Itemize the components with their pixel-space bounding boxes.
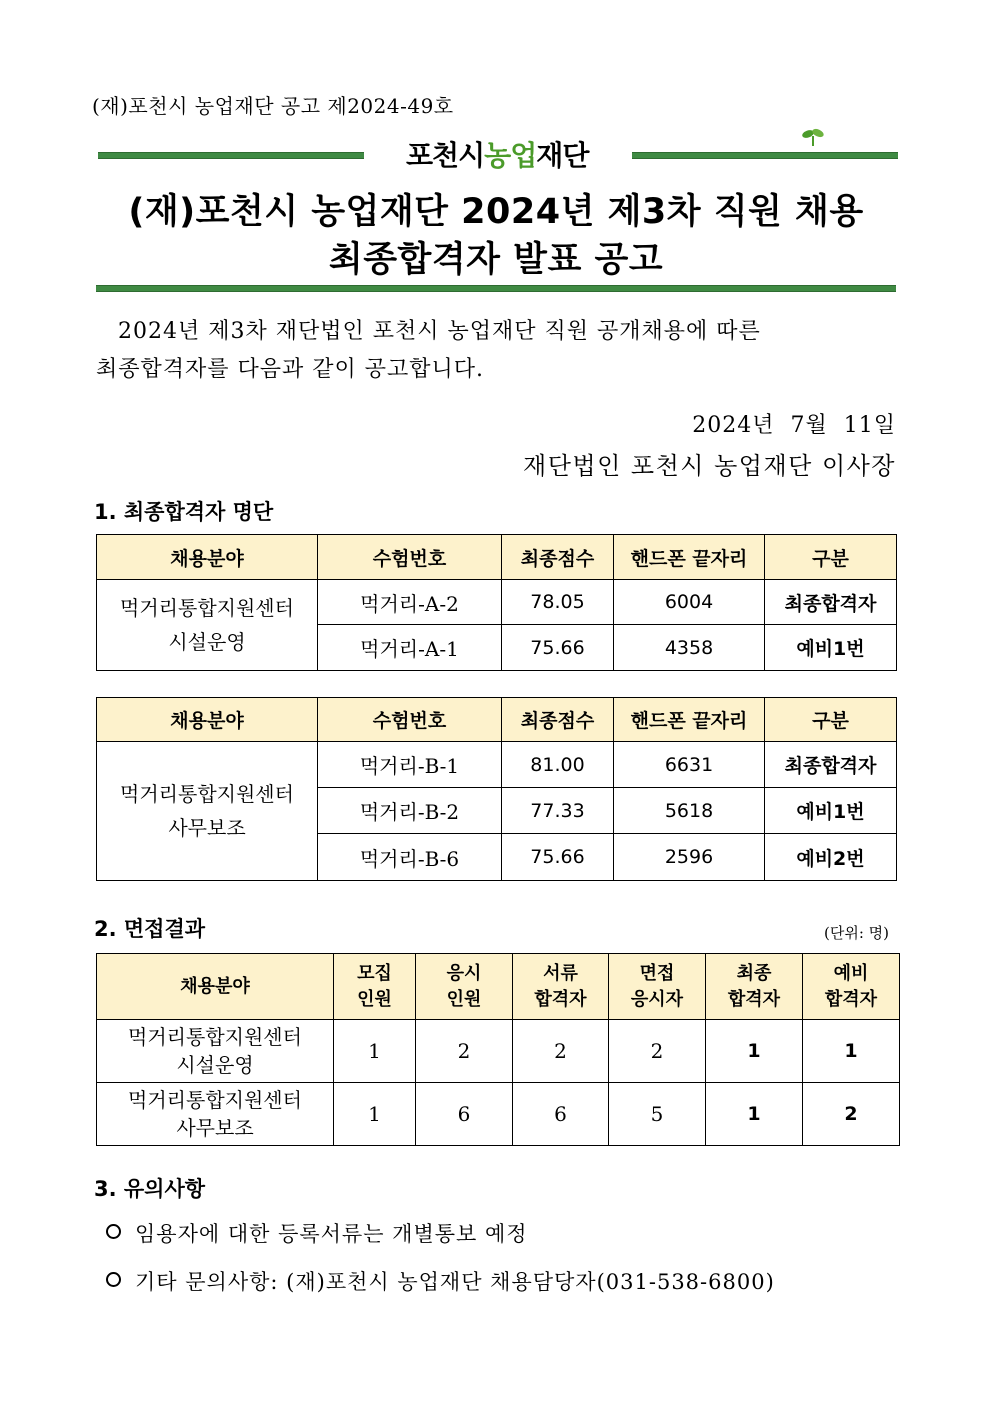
header-line1: 응시 bbox=[446, 962, 482, 984]
header-field: 채용분야 bbox=[97, 535, 318, 580]
reserve-cell: 2 bbox=[803, 1083, 900, 1146]
field-cell bbox=[97, 1020, 334, 1083]
field-line1: 먹거리통합지원센터 bbox=[120, 596, 294, 620]
phone-cell: 5618 bbox=[614, 788, 765, 834]
status-cell: 예비1번 bbox=[765, 788, 897, 834]
header-line1: 최종 bbox=[736, 962, 772, 984]
header-exam-no: 수험번호 bbox=[318, 698, 502, 742]
final-cell: 1 bbox=[706, 1083, 803, 1146]
exam-no-cell: 먹거리-A-1 bbox=[318, 625, 502, 671]
field-line1: 먹거리통합지원센터 bbox=[128, 1025, 302, 1049]
field-line2: 시설운영 bbox=[176, 1053, 254, 1077]
logo-text-part3: 재단 bbox=[536, 139, 589, 172]
exam-no-cell: 먹거리-B-2 bbox=[318, 788, 502, 834]
header-reserve bbox=[803, 954, 900, 1020]
title-divider bbox=[96, 285, 896, 292]
score-cell: 75.66 bbox=[502, 834, 614, 881]
status-cell: 최종합격자 bbox=[765, 742, 897, 788]
exam-no-cell: 먹거리-B-1 bbox=[318, 742, 502, 788]
header-applied bbox=[416, 954, 513, 1020]
header-line2: 인원 bbox=[446, 988, 482, 1010]
final-list-table-a bbox=[96, 534, 897, 671]
interview-results-table bbox=[96, 953, 900, 1146]
header-line1: 예비 bbox=[833, 962, 869, 984]
phone-cell: 2596 bbox=[614, 834, 765, 881]
section2-heading: 2. 면접결과 bbox=[94, 917, 206, 941]
field-line1: 먹거리통합지원센터 bbox=[128, 1088, 302, 1112]
page-title-line1: (재)포천시 농업재단 2024년 제3차 직원 채용 bbox=[128, 192, 864, 232]
applied-cell: 2 bbox=[416, 1020, 513, 1083]
field-cell bbox=[97, 1083, 334, 1146]
header-interviewed bbox=[609, 954, 706, 1020]
interviewed-cell: 2 bbox=[609, 1020, 706, 1083]
header-line2: 합격자 bbox=[727, 988, 781, 1010]
doc-pass-cell: 2 bbox=[513, 1020, 609, 1083]
header-line2: 합격자 bbox=[534, 988, 587, 1010]
header-line1: 서류 bbox=[543, 962, 578, 984]
header-score: 최종점수 bbox=[502, 698, 614, 742]
field-line2: 시설운영 bbox=[168, 630, 246, 654]
sprout-icon bbox=[801, 128, 825, 146]
header-line2: 인원 bbox=[357, 988, 392, 1010]
header-exam-no: 수험번호 bbox=[318, 535, 502, 580]
field-line2: 사무보조 bbox=[176, 1116, 254, 1140]
header-line2: 응시자 bbox=[630, 988, 684, 1010]
unit-label: (단위: 명) bbox=[824, 924, 889, 942]
header-phone: 핸드폰 끝자리 bbox=[614, 535, 765, 580]
status-cell: 예비2번 bbox=[765, 834, 897, 881]
logo-divider-right bbox=[632, 152, 898, 159]
header-doc-pass bbox=[513, 954, 609, 1020]
score-cell: 78.05 bbox=[502, 580, 614, 625]
header-score: 최종점수 bbox=[502, 535, 614, 580]
header-line1: 모집 bbox=[357, 962, 392, 984]
header-final bbox=[706, 954, 803, 1020]
logo-divider-left bbox=[98, 152, 364, 159]
announcement-date: 2024년 7월 11일 bbox=[692, 413, 896, 438]
note-item bbox=[106, 1266, 775, 1296]
status-cell: 최종합격자 bbox=[765, 580, 897, 625]
score-cell: 75.66 bbox=[502, 625, 614, 671]
note-item bbox=[106, 1218, 528, 1248]
logo-text-part1: 포천시 bbox=[406, 139, 485, 172]
recruit-cell: 1 bbox=[334, 1020, 416, 1083]
header-line1: 면접 bbox=[639, 962, 675, 984]
header-field: 채용분야 bbox=[97, 698, 318, 742]
circle-bullet-icon bbox=[106, 1224, 121, 1239]
signer: 재단법인 포천시 농업재단 이사장 bbox=[523, 452, 896, 480]
status-cell: 예비1번 bbox=[765, 625, 897, 671]
header-phone: 핸드폰 끝자리 bbox=[614, 698, 765, 742]
header-field: 채용분야 bbox=[97, 954, 334, 1020]
field-line2: 사무보조 bbox=[168, 816, 246, 840]
header-status: 구분 bbox=[765, 535, 897, 580]
score-cell: 81.00 bbox=[502, 742, 614, 788]
intro-line2: 최종합격자를 다음과 같이 공고합니다. bbox=[96, 357, 485, 382]
final-list-table-b bbox=[96, 697, 897, 881]
final-cell: 1 bbox=[706, 1020, 803, 1083]
note-text: 기타 문의사항: (재)포천시 농업재단 채용담당자(031-538-6800) bbox=[135, 1270, 775, 1294]
header-line2: 합격자 bbox=[824, 988, 878, 1010]
circle-bullet-icon bbox=[106, 1272, 121, 1287]
section3-heading: 3. 유의사항 bbox=[94, 1177, 206, 1201]
foundation-logo bbox=[406, 134, 588, 174]
phone-cell: 6631 bbox=[614, 742, 765, 788]
phone-cell: 6004 bbox=[614, 580, 765, 625]
phone-cell: 4358 bbox=[614, 625, 765, 671]
exam-no-cell: 먹거리-A-2 bbox=[318, 580, 502, 625]
exam-no-cell: 먹거리-B-6 bbox=[318, 834, 502, 881]
recruit-cell: 1 bbox=[334, 1083, 416, 1146]
doc-pass-cell: 6 bbox=[513, 1083, 609, 1146]
interviewed-cell: 5 bbox=[609, 1083, 706, 1146]
note-text: 임용자에 대한 등록서류는 개별통보 예정 bbox=[135, 1222, 528, 1246]
field-cell bbox=[97, 580, 318, 671]
header-recruit bbox=[334, 954, 416, 1020]
header-status: 구분 bbox=[765, 698, 897, 742]
logo-banner bbox=[98, 128, 898, 178]
applied-cell: 6 bbox=[416, 1083, 513, 1146]
notice-number: (재)포천시 농업재단 공고 제2024-49호 bbox=[92, 94, 454, 118]
intro-line1: 2024년 제3차 재단법인 포천시 농업재단 직원 공개채용에 따른 bbox=[118, 319, 761, 344]
field-line1: 먹거리통합지원센터 bbox=[120, 782, 294, 806]
reserve-cell: 1 bbox=[803, 1020, 900, 1083]
section1-heading: 1. 최종합격자 명단 bbox=[94, 500, 274, 524]
field-cell bbox=[97, 742, 318, 881]
score-cell: 77.33 bbox=[502, 788, 614, 834]
logo-text-part2: 농업 bbox=[484, 139, 537, 172]
page-title-line2: 최종합격자 발표 공고 bbox=[328, 240, 664, 280]
